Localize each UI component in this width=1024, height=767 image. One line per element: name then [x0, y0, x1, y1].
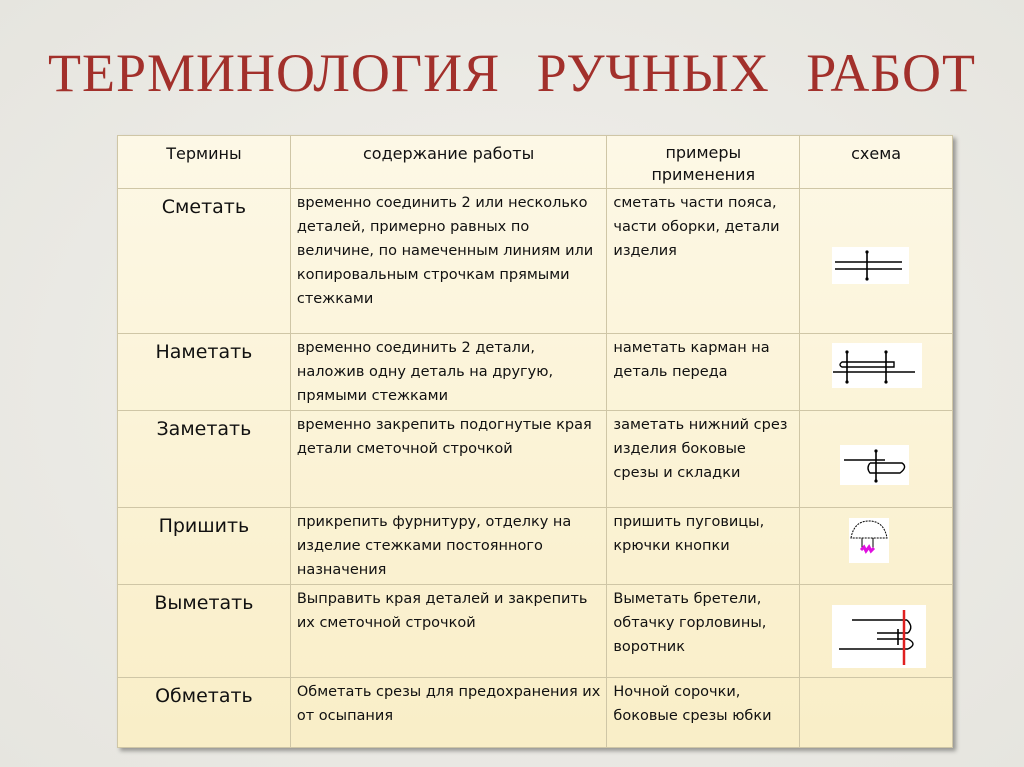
- examples: Выметать бретели, обтачку горловины, воротник: [607, 585, 800, 678]
- table-row: [118, 585, 953, 678]
- content: временно соединить 2 детали, наложив одну деталь на другую, прямыми стежками: [290, 334, 607, 411]
- content: временно закрепить подогнутые края детали сметочной строчкой: [290, 411, 607, 508]
- schema-cell: [800, 678, 953, 748]
- content: Выправить края деталей и закрепить их сметочной строчкой: [290, 585, 607, 678]
- baste-hem-diagram: [840, 445, 909, 485]
- header-content: содержание работы: [290, 136, 607, 189]
- term: Сметать: [118, 189, 291, 334]
- term: Заметать: [118, 411, 291, 508]
- schema-cell: [800, 585, 953, 678]
- header-terms: Термины: [118, 136, 291, 189]
- header-schema: схема: [800, 136, 953, 189]
- table-row: [118, 334, 953, 411]
- term: Наметать: [118, 334, 291, 411]
- schema-cell: [800, 508, 953, 585]
- content: Обметать срезы для предохранения их от осыпания: [290, 678, 607, 748]
- table-row: [118, 411, 953, 508]
- table-row: [118, 189, 953, 334]
- examples: Ночной сорочки, боковые срезы юбки: [607, 678, 800, 748]
- baste-together-diagram: [832, 247, 909, 284]
- examples: заметать нижний срез изделия боковые срезы и складки: [607, 411, 800, 508]
- examples: наметать карман на деталь переда: [607, 334, 800, 411]
- term: Пришить: [118, 508, 291, 585]
- content: прикрепить фурнитуру, отделку на изделие стежками постоянного назначения: [290, 508, 607, 585]
- schema-cell: [800, 411, 953, 508]
- table-row: [118, 508, 953, 585]
- schema-cell: [800, 189, 953, 334]
- baste-edge-diagram: [832, 605, 926, 668]
- examples: пришить пуговицы, крючки кнопки: [607, 508, 800, 585]
- table-row: [118, 678, 953, 748]
- content: временно соединить 2 или несколько деталей, примерно равных по величине, по намеченным линиям или копировальным строчкам прямыми стежками: [290, 189, 607, 334]
- slide-title: ТЕРМИНОЛОГИЯ РУЧНЫХ РАБОТ: [47, 43, 977, 103]
- schema-cell: [800, 334, 953, 411]
- sew-button-diagram: [849, 518, 889, 563]
- table-header-row: [118, 136, 953, 189]
- examples: сметать части пояса, части оборки, детали изделия: [607, 189, 800, 334]
- term: Обметать: [118, 678, 291, 748]
- term: Выметать: [118, 585, 291, 678]
- terminology-table: [117, 135, 953, 748]
- baste-on-diagram: [832, 343, 922, 388]
- header-examples: примеры применения: [607, 136, 800, 189]
